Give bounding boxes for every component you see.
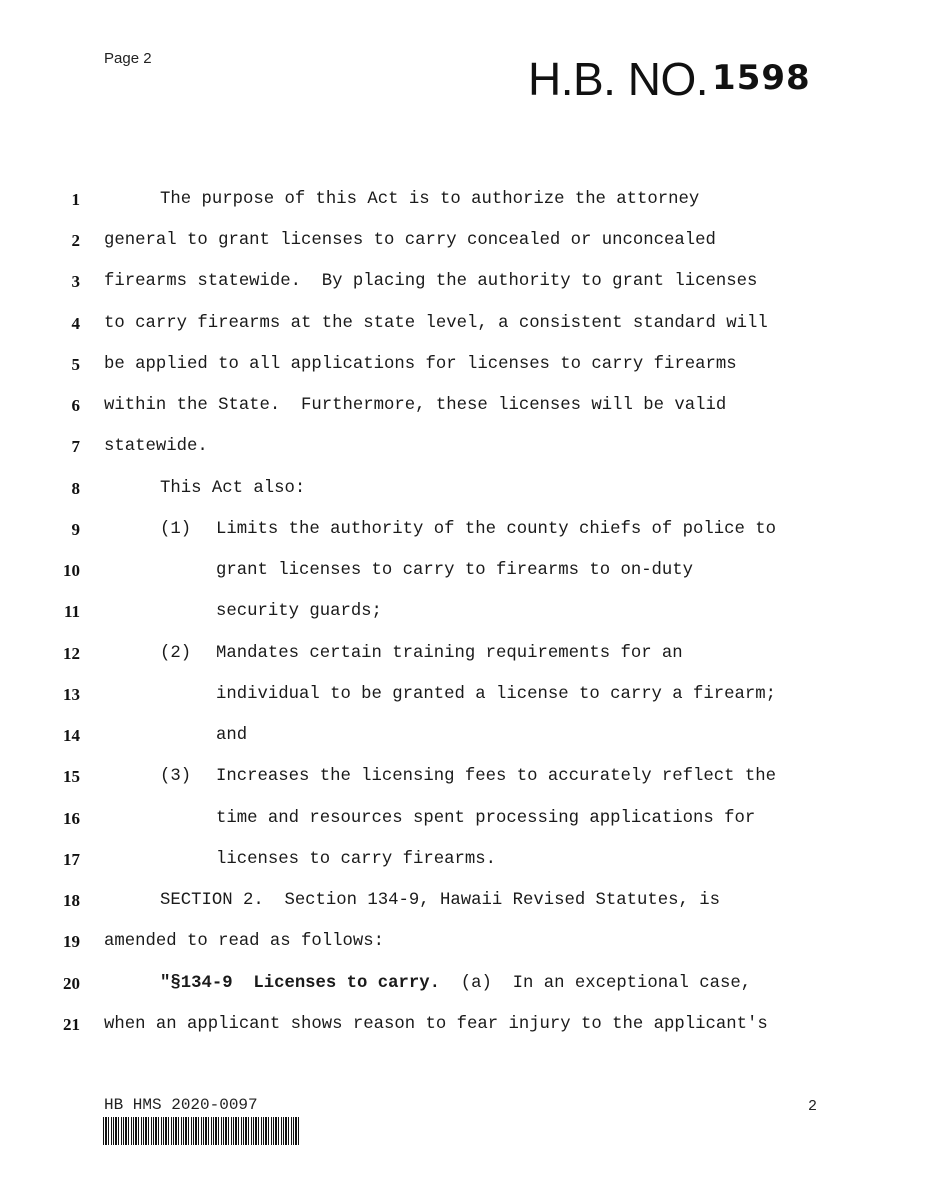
- line-text: to carry firearms at the state level, a consistent standard will: [104, 314, 768, 333]
- line-5: [0, 355, 928, 385]
- line-7: [0, 437, 928, 467]
- bill-prefix: H.B. NO.: [528, 53, 709, 105]
- line-text: when an applicant shows reason to fear injury to the applicant's: [104, 1015, 768, 1034]
- line-number: 20: [63, 974, 80, 993]
- line-13: [0, 685, 928, 715]
- line-text: licenses to carry firearms.: [216, 850, 497, 869]
- line-10: [0, 561, 928, 591]
- line-text: grant licenses to carry to firearms to on-duty: [216, 561, 694, 580]
- section-text: (a) In an exceptional case,: [440, 974, 752, 993]
- line-text: Increases the licensing fees to accurately reflect the: [216, 767, 777, 786]
- line-number: 18: [63, 891, 80, 910]
- line-12: [0, 644, 928, 674]
- line-text: individual to be granted a license to carry a firearm;: [216, 685, 777, 704]
- line-number: 11: [63, 602, 80, 621]
- barcode-icon: [103, 1117, 299, 1145]
- line-text: security guards;: [216, 602, 382, 621]
- line-21: [0, 1015, 928, 1045]
- line-11: [0, 602, 928, 632]
- line-number: 2: [71, 231, 80, 250]
- line-9: [0, 520, 928, 550]
- enumeration-marker: (2): [160, 644, 192, 663]
- line-2: [0, 231, 928, 261]
- line-number: 8: [71, 479, 80, 498]
- line-15: [0, 767, 928, 797]
- line-19: [0, 932, 928, 962]
- line-number: 3: [71, 272, 80, 291]
- line-14: [0, 726, 928, 756]
- line-17: [0, 850, 928, 880]
- bill-number-handwritten: 1598: [712, 58, 811, 98]
- line-text: firearms statewide. By placing the authority to grant licenses: [104, 272, 758, 291]
- line-text: Limits the authority of the county chiefs of police to: [216, 520, 777, 539]
- page-label: Page 2: [104, 50, 152, 67]
- line-text: general to grant licenses to carry concealed or unconcealed: [104, 231, 716, 250]
- footer-page-number: 2: [808, 1098, 818, 1115]
- line-text: Mandates certain training requirements for an: [216, 644, 683, 663]
- line-text: time and resources spent processing applications for: [216, 809, 756, 828]
- line-6: [0, 396, 928, 426]
- document-code: HB HMS 2020-0097: [104, 1096, 258, 1114]
- line-number: 16: [63, 809, 80, 828]
- line-text: This Act also:: [160, 479, 306, 498]
- enumeration-marker: (1): [160, 520, 192, 539]
- line-text: The purpose of this Act is to authorize the attorney: [160, 190, 700, 209]
- line-number: 13: [63, 685, 80, 704]
- line-number: 12: [63, 644, 80, 663]
- line-text: [160, 974, 751, 993]
- line-20: [0, 974, 928, 1004]
- section-heading: "§134-9 Licenses to carry.: [160, 974, 441, 993]
- line-text: and: [216, 726, 248, 745]
- line-number: 19: [63, 932, 80, 951]
- line-1: [0, 190, 928, 220]
- line-text: within the State. Furthermore, these licenses will be valid: [104, 396, 727, 415]
- line-16: [0, 809, 928, 839]
- line-3: [0, 272, 928, 302]
- line-text: SECTION 2. Section 134-9, Hawaii Revised Statutes, is: [160, 891, 721, 910]
- line-18: [0, 891, 928, 921]
- line-number: 4: [71, 314, 80, 333]
- line-text: statewide.: [104, 437, 208, 456]
- line-number: 17: [63, 850, 80, 869]
- bill-number-heading: [528, 52, 811, 106]
- line-number: 9: [71, 520, 80, 539]
- line-number: 5: [71, 355, 80, 374]
- line-number: 10: [63, 561, 80, 580]
- line-text: be applied to all applications for licenses to carry firearms: [104, 355, 737, 374]
- line-8: [0, 479, 928, 509]
- line-number: 7: [71, 437, 80, 456]
- line-4: [0, 314, 928, 344]
- line-number: 15: [63, 767, 80, 786]
- line-number: 1: [71, 190, 80, 209]
- line-text: amended to read as follows:: [104, 932, 385, 951]
- line-number: 14: [63, 726, 80, 745]
- line-number: 6: [71, 396, 80, 415]
- enumeration-marker: (3): [160, 767, 192, 786]
- line-number: 21: [63, 1015, 80, 1034]
